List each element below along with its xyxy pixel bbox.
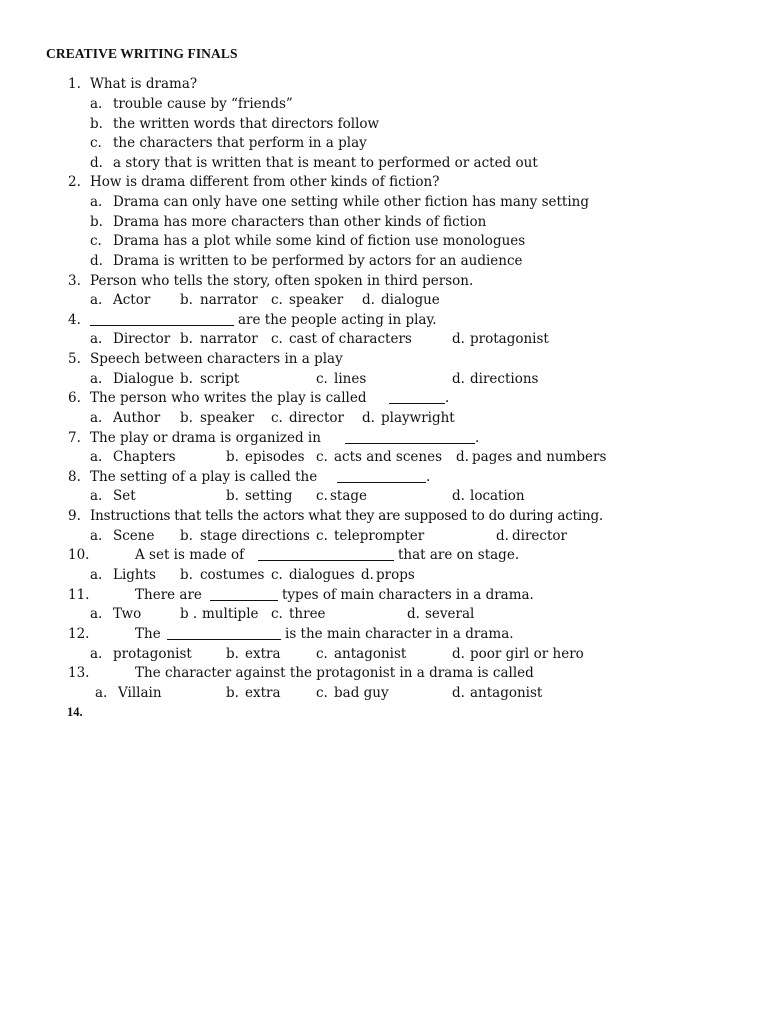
question-number: 5.: [68, 351, 81, 367]
question-number: 10.: [68, 547, 90, 563]
option-text: setting: [245, 488, 293, 504]
option-text: the written words that directors follow: [113, 116, 380, 132]
question-text: The person who writes the play is called: [90, 390, 367, 406]
answer-blank: [258, 545, 394, 561]
option-text: acts and scenes: [334, 449, 443, 465]
question-text: Speech between characters in a play: [90, 351, 343, 367]
question-text: Person who tells the story, often spoken in third person.: [90, 273, 474, 289]
option-label: d.: [452, 331, 465, 347]
option-label: c.: [316, 371, 328, 387]
option-label: a.: [90, 567, 103, 583]
option-text: Scene: [113, 528, 155, 544]
option-label: b .: [180, 606, 198, 622]
question-number: 3.: [68, 273, 81, 289]
question-text: There are: [135, 587, 202, 603]
option-label: d.: [452, 685, 465, 701]
question-text: The character against the protagonist in a drama is called: [135, 665, 534, 681]
option-label: a.: [90, 331, 103, 347]
option-label: d.: [456, 449, 469, 465]
option-label: c.: [271, 331, 283, 347]
option-label: d.: [452, 371, 465, 387]
option-text: stage: [330, 488, 368, 504]
option-label: d.: [90, 253, 103, 269]
option-text: script: [200, 371, 240, 387]
option-label: c.: [90, 135, 102, 151]
option-label: b.: [180, 371, 193, 387]
question-text: The: [135, 626, 161, 642]
option-label: d.: [361, 567, 374, 583]
option-label: b.: [180, 331, 193, 347]
question-text: The play or drama is organized in: [90, 430, 321, 446]
option-text: Set: [113, 488, 136, 504]
option-text: Chapters: [113, 449, 176, 465]
answer-blank: [90, 310, 234, 326]
option-text: extra: [245, 646, 281, 662]
option-label: a.: [90, 96, 103, 112]
document-title: CREATIVE WRITING FINALS: [46, 46, 238, 61]
option-label: b.: [180, 410, 193, 426]
option-text: playwright: [381, 410, 455, 426]
question-text-end: .: [426, 469, 431, 485]
option-text: trouble cause by “friends”: [113, 96, 293, 112]
option-label: a.: [90, 371, 103, 387]
option-text: episodes: [245, 449, 305, 465]
option-text: Drama has more characters than other kinds of fiction: [113, 214, 487, 230]
option-text: stage directions: [200, 528, 310, 544]
option-label: a.: [90, 194, 103, 210]
question-number: 2.: [68, 174, 81, 190]
option-text: antagonist: [334, 646, 407, 662]
option-label: b.: [180, 567, 193, 583]
option-text: Lights: [113, 567, 156, 583]
option-label: d.: [407, 606, 420, 622]
option-label: c.: [90, 233, 102, 249]
option-label: b.: [226, 449, 239, 465]
option-label: c.: [271, 567, 283, 583]
option-text: extra: [245, 685, 281, 701]
option-text: dialogue: [381, 292, 440, 308]
option-text: bad guy: [334, 685, 389, 701]
option-label: a.: [90, 410, 103, 426]
option-text: protagonist: [113, 646, 192, 662]
option-label: b.: [90, 214, 103, 230]
option-text: pages and numbers: [472, 449, 607, 465]
option-text: multiple: [202, 606, 259, 622]
question-14-number: 14.: [67, 705, 83, 719]
answer-blank: [167, 624, 281, 640]
option-text: narrator: [200, 331, 258, 347]
question-text-end: is the main character in a drama.: [285, 626, 514, 642]
option-text: the characters that perform in a play: [113, 135, 367, 151]
option-text: costumes: [200, 567, 265, 583]
option-text: Two: [113, 606, 142, 622]
option-text: speaker: [200, 410, 255, 426]
option-label: d.: [452, 488, 465, 504]
question-text: Instructions that tells the actors what they are supposed to do during acting.: [90, 508, 603, 524]
answer-blank: [210, 585, 278, 601]
option-text: Dialogue: [113, 371, 174, 387]
option-text: Villain: [118, 685, 162, 701]
question-number: 7.: [68, 430, 81, 446]
option-text: Drama has a plot while some kind of fiction use monologues: [113, 233, 526, 249]
question-number: 11.: [68, 587, 90, 603]
option-label: b.: [180, 292, 193, 308]
option-label: c.: [271, 606, 283, 622]
question-text-end: types of main characters in a drama.: [282, 587, 534, 603]
answer-blank: [337, 467, 426, 483]
option-label: d.: [452, 646, 465, 662]
option-text: speaker: [289, 292, 344, 308]
option-text: narrator: [200, 292, 258, 308]
option-label: b.: [90, 116, 103, 132]
option-text: lines: [334, 371, 367, 387]
question-text-end: .: [475, 430, 480, 446]
option-text: teleprompter: [334, 528, 425, 544]
question-text: What is drama?: [90, 76, 198, 92]
option-text: Director: [113, 331, 171, 347]
option-label: a.: [90, 646, 103, 662]
option-text: poor girl or hero: [470, 646, 584, 662]
option-text: a story that is written that is meant to performed or acted out: [113, 155, 538, 171]
option-label: d.: [90, 155, 103, 171]
option-text: several: [425, 606, 475, 622]
answer-blank: [345, 428, 475, 444]
option-text: director: [289, 410, 344, 426]
option-label: b.: [180, 528, 193, 544]
option-label: b.: [226, 488, 239, 504]
option-label: c.: [316, 449, 328, 465]
option-label: a.: [90, 528, 103, 544]
option-label: a.: [90, 488, 103, 504]
question-number: 9.: [68, 508, 81, 524]
option-text: props: [376, 567, 415, 583]
option-label: d.: [362, 292, 375, 308]
option-text: antagonist: [470, 685, 543, 701]
option-label: a.: [90, 292, 103, 308]
option-text: directions: [470, 371, 539, 387]
question-text: are the people acting in play.: [238, 312, 437, 328]
option-label: a.: [90, 606, 103, 622]
option-text: Drama is written to be performed by actors for an audience: [113, 253, 523, 269]
option-text: Author: [113, 410, 161, 426]
question-number: 6.: [68, 390, 81, 406]
option-label: b.: [226, 646, 239, 662]
option-label: c.: [316, 528, 328, 544]
option-label: a.: [95, 685, 108, 701]
option-label: c.: [271, 410, 283, 426]
question-text: The setting of a play is called the: [90, 469, 318, 485]
option-label: c.: [316, 646, 328, 662]
question-text-end: .: [445, 390, 450, 406]
option-text: dialogues: [289, 567, 355, 583]
question-text-end: that are on stage.: [398, 547, 520, 563]
option-label: c.: [316, 685, 328, 701]
option-text: protagonist: [470, 331, 549, 347]
option-label: b.: [226, 685, 239, 701]
question-number: 4.: [68, 312, 81, 328]
option-label: c.: [271, 292, 283, 308]
answer-blank: [389, 388, 445, 404]
option-label: a.: [90, 449, 103, 465]
question-number: 13.: [68, 665, 90, 681]
question-number: 1.: [68, 76, 81, 92]
option-text: Actor: [113, 292, 151, 308]
question-number: 8.: [68, 469, 81, 485]
option-label: c.: [316, 488, 328, 504]
question-number: 12.: [68, 626, 90, 642]
option-text: cast of characters: [289, 331, 412, 347]
option-text: Drama can only have one setting while other fiction has many setting: [113, 194, 590, 210]
option-label: d.: [362, 410, 375, 426]
question-text: A set is made of: [135, 547, 245, 563]
option-label: d.: [496, 528, 509, 544]
option-text: director: [512, 528, 567, 544]
option-text: three: [289, 606, 326, 622]
option-text: location: [470, 488, 525, 504]
question-text: How is drama different from other kinds of fiction?: [90, 174, 440, 190]
